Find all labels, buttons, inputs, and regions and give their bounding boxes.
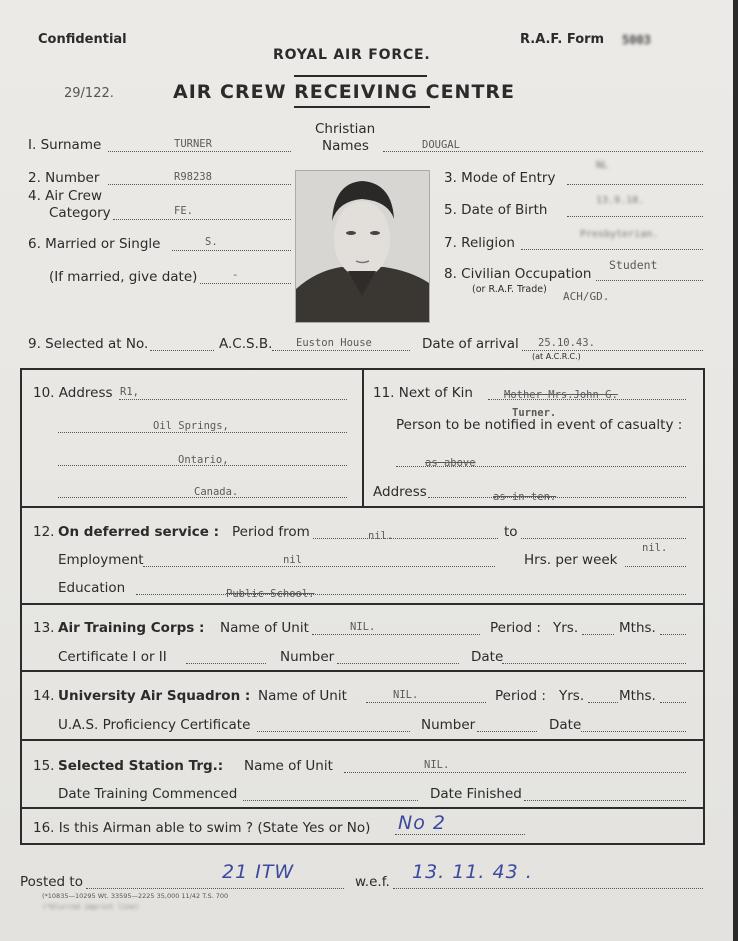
field-line bbox=[143, 566, 495, 567]
atc-date-label: Date bbox=[471, 649, 504, 665]
number-label: 2. Number bbox=[28, 170, 100, 186]
field-line bbox=[186, 663, 266, 664]
christian-names-label: Christian bbox=[315, 121, 376, 137]
posted-to-label: Posted to bbox=[20, 874, 83, 890]
selected-at-label: 9. Selected at No. bbox=[28, 336, 149, 352]
employment-value[interactable]: nil bbox=[283, 554, 302, 566]
arrival-sublabel: (at A.C.R.C.) bbox=[532, 352, 581, 361]
field-line bbox=[172, 250, 291, 251]
form-label: R.A.F. Form bbox=[520, 32, 605, 47]
station-num: 15. bbox=[33, 758, 55, 774]
field-line bbox=[502, 663, 686, 664]
atc-number-label: Number bbox=[280, 649, 335, 665]
uas-number-label: Number bbox=[421, 717, 476, 733]
printer-imprint: (*10835—10295 Wt. 33595—2225 35,000 11/42 T.S. 700 bbox=[42, 892, 229, 900]
wef-label: w.e.f. bbox=[355, 874, 390, 890]
surname-value[interactable]: TURNER bbox=[174, 138, 212, 150]
divider bbox=[20, 807, 705, 809]
notify-value[interactable]: as above bbox=[425, 457, 476, 469]
field-line bbox=[86, 888, 344, 889]
field-line bbox=[660, 702, 686, 703]
civilian-occupation-label: 8. Civilian Occupation bbox=[444, 266, 592, 282]
date-of-arrival-label: Date of arrival bbox=[422, 336, 519, 352]
divider bbox=[294, 106, 430, 108]
uas-unit-label: Name of Unit bbox=[258, 688, 347, 704]
mode-of-entry-value[interactable]: NL bbox=[596, 160, 609, 171]
christian-names-label-2: Names bbox=[322, 138, 369, 154]
training-commenced-label: Date Training Commenced bbox=[58, 786, 238, 802]
field-line bbox=[344, 772, 686, 773]
education-label: Education bbox=[58, 580, 126, 596]
raf-trade-label: (or R.A.F. Trade) bbox=[472, 284, 547, 295]
field-line bbox=[521, 249, 703, 250]
printer-imprint-blurred: (*blurred imprint line) bbox=[42, 903, 139, 911]
notify-label: Person to be notified in event of casualty : bbox=[396, 417, 683, 433]
religion-label: 7. Religion bbox=[444, 235, 515, 251]
hrs-per-week-label: Hrs. per week bbox=[524, 552, 618, 568]
field-line bbox=[313, 538, 498, 539]
civilian-occupation-value[interactable]: Student bbox=[609, 258, 658, 272]
atc-yrs-label: Yrs. bbox=[553, 620, 579, 636]
acsb-label: A.C.S.B. bbox=[219, 336, 273, 352]
field-line bbox=[200, 283, 291, 284]
date-of-birth-label: 5. Date of Birth bbox=[444, 202, 548, 218]
divider bbox=[294, 75, 427, 77]
atc-unit-label: Name of Unit bbox=[220, 620, 309, 636]
uas-yrs-label: Yrs. bbox=[559, 688, 585, 704]
education-value[interactable]: Public School. bbox=[226, 588, 315, 600]
swim-label: 16. Is this Airman able to swim ? (State Yes or No) bbox=[33, 820, 371, 836]
field-line bbox=[395, 834, 525, 835]
religion-value[interactable]: Presbyterian. bbox=[580, 229, 659, 240]
field-line bbox=[524, 800, 686, 801]
divider bbox=[20, 670, 705, 672]
surname-label: I. Surname bbox=[28, 137, 102, 153]
next-of-kin-label: 11. Next of Kin bbox=[373, 385, 473, 401]
uas-unit-value[interactable]: NIL. bbox=[393, 689, 419, 701]
date-finished-label: Date Finished bbox=[430, 786, 522, 802]
acsb-value[interactable]: Euston House bbox=[296, 337, 372, 349]
married-single-value[interactable]: S. bbox=[205, 236, 218, 248]
next-of-kin-value-2[interactable]: Turner. bbox=[512, 407, 557, 419]
raf-trade-value[interactable]: ACH/GD. bbox=[563, 290, 610, 303]
uas-cert-label: U.A.S. Proficiency Certificate bbox=[58, 717, 251, 733]
nok-address-value[interactable]: as in ten. bbox=[493, 491, 557, 503]
service-number-value[interactable]: R98238 bbox=[174, 171, 212, 183]
to-label: to bbox=[504, 524, 518, 540]
page-title: AIR CREW RECEIVING CENTRE bbox=[173, 81, 516, 103]
uas-date-label: Date bbox=[549, 717, 582, 733]
address-line-2[interactable]: Oil Springs, bbox=[153, 420, 229, 432]
field-line bbox=[660, 634, 686, 635]
form-number: 5003 bbox=[622, 33, 651, 47]
aircrew-label: 4. Air Crew bbox=[28, 188, 103, 204]
address-line-3[interactable]: Ontario, bbox=[178, 454, 229, 466]
field-line bbox=[337, 663, 459, 664]
atc-cert-label: Certificate I or II bbox=[58, 649, 167, 665]
field-line bbox=[581, 731, 686, 732]
field-line bbox=[150, 350, 214, 351]
airman-photo bbox=[295, 170, 430, 323]
field-line bbox=[588, 702, 618, 703]
confidential-label: Confidential bbox=[38, 32, 127, 47]
period-from-label: Period from bbox=[232, 524, 310, 540]
swim-value[interactable]: No 2 bbox=[398, 812, 446, 834]
field-line bbox=[119, 399, 347, 400]
field-line bbox=[522, 350, 703, 351]
station-label: Selected Station Trg.: bbox=[58, 758, 224, 774]
nok-address-label: Address bbox=[373, 484, 427, 500]
atc-label: Air Training Corps : bbox=[58, 620, 205, 636]
employment-label: Employment bbox=[58, 552, 144, 568]
page-edge bbox=[733, 0, 738, 941]
field-line bbox=[272, 350, 410, 351]
reference-number: 29/122. bbox=[64, 86, 114, 101]
field-line bbox=[108, 151, 291, 152]
field-line bbox=[243, 800, 418, 801]
aircrew-category-value[interactable]: FE. bbox=[174, 205, 193, 217]
wef-value[interactable]: 13. 11. 43 . bbox=[412, 861, 533, 883]
field-line bbox=[58, 432, 347, 433]
field-line bbox=[257, 731, 410, 732]
field-line bbox=[582, 634, 614, 635]
date-of-birth-value[interactable]: 13.9.18. bbox=[596, 195, 645, 206]
atc-num: 13. bbox=[33, 620, 55, 636]
address-line-1[interactable]: R1, bbox=[120, 386, 139, 398]
divider bbox=[362, 368, 364, 507]
field-line bbox=[393, 888, 703, 889]
portrait-image bbox=[296, 171, 429, 322]
married-date-label: (If married, give date) bbox=[49, 269, 198, 285]
station-unit-value[interactable]: NIL. bbox=[424, 759, 450, 771]
deferred-label: On deferred service : bbox=[58, 524, 220, 540]
field-line bbox=[567, 184, 703, 185]
married-single-label: 6. Married or Single bbox=[28, 236, 161, 252]
address-label: 10. Address bbox=[33, 385, 113, 401]
field-line bbox=[312, 634, 480, 635]
date-of-arrival-value[interactable]: 25.10.43. bbox=[538, 337, 595, 349]
field-line bbox=[521, 538, 686, 539]
field-line bbox=[108, 184, 291, 185]
uas-label: University Air Squadron : bbox=[58, 688, 251, 704]
divider bbox=[20, 506, 705, 508]
field-line bbox=[596, 280, 703, 281]
uas-num: 14. bbox=[33, 688, 55, 704]
atc-period-label: Period : bbox=[490, 620, 541, 636]
deferred-num: 12. bbox=[33, 524, 55, 540]
atc-mths-label: Mths. bbox=[619, 620, 656, 636]
field-line bbox=[625, 566, 686, 567]
uas-period-label: Period : bbox=[495, 688, 546, 704]
organisation-title: ROYAL AIR FORCE. bbox=[273, 47, 431, 63]
category-label: Category bbox=[49, 205, 111, 221]
mode-of-entry-label: 3. Mode of Entry bbox=[444, 170, 556, 186]
station-unit-label: Name of Unit bbox=[244, 758, 333, 774]
posted-to-value[interactable]: 21 ITW bbox=[222, 861, 295, 883]
field-line bbox=[428, 497, 686, 498]
uas-mths-label: Mths. bbox=[619, 688, 656, 704]
next-of-kin-value[interactable]: Mother Mrs.John G. bbox=[504, 389, 618, 401]
field-line bbox=[383, 151, 703, 152]
field-line bbox=[366, 702, 486, 703]
field-line bbox=[136, 594, 686, 595]
hrs-per-week-value[interactable]: nil. bbox=[642, 542, 668, 554]
divider bbox=[20, 603, 705, 605]
married-date-value[interactable]: - bbox=[232, 269, 239, 281]
period-from-value[interactable]: nil. bbox=[368, 530, 394, 542]
atc-unit-value[interactable]: NIL. bbox=[350, 621, 376, 633]
field-line bbox=[113, 219, 291, 220]
divider bbox=[20, 739, 705, 741]
field-line bbox=[477, 731, 537, 732]
field-line bbox=[567, 216, 703, 217]
christian-names-value[interactable]: DOUGAL bbox=[422, 139, 460, 151]
address-line-4[interactable]: Canada. bbox=[194, 486, 239, 498]
